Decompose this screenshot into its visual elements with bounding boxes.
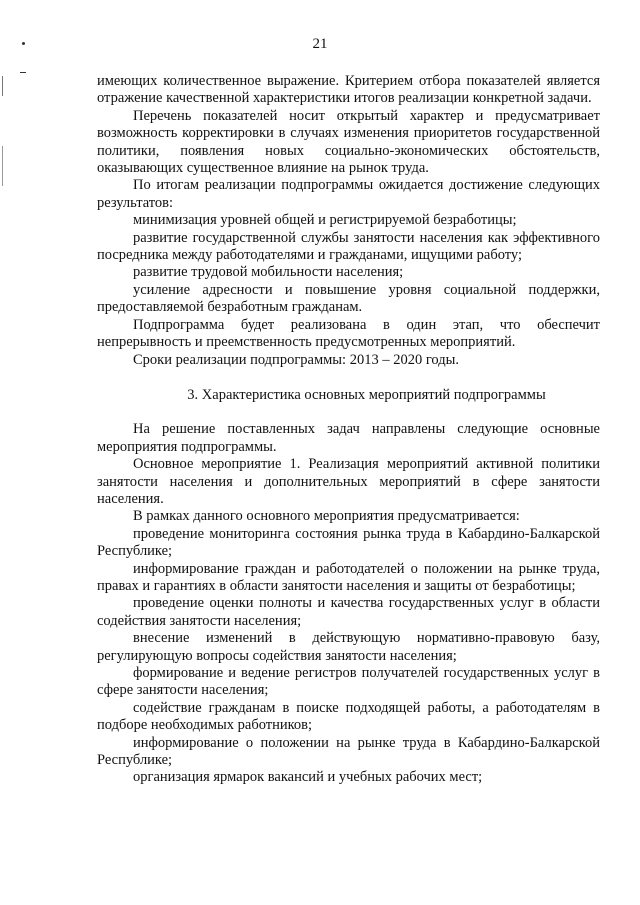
document-body	[97, 73, 600, 787]
list-item: минимизация уровней общей и регистрируемой безработицы;	[133, 212, 517, 229]
section-heading: 3. Характеристика основных мероприятий подпрограммы	[187, 386, 546, 403]
list-item: развитие государственной службы занятости населения как эффективного посредника между работодателями и гражданами, ищущими работу;	[97, 229, 600, 264]
paragraph: Подпрограмма будет реализована в один этап, что обеспечит непрерывность и преемственность предусмотренных мероприятий.	[97, 316, 600, 351]
page-number: 21	[312, 36, 328, 52]
scan-dash-mark	[20, 72, 26, 73]
list-item: внесение изменений в действующую нормативно-правовую базу, регулирующую вопросы содействия занятости населения;	[97, 630, 600, 664]
scan-line-mark	[2, 76, 3, 96]
list-item: содействие гражданам в поиске подходящей работы, а работодателям в подборе необходимых работников;	[97, 699, 600, 734]
paragraph: Перечень показателей носит открытый характер и предусматривает возможность корректировки в случаях изменения приоритетов государственной политики, появления новых социально-экономических обстоятельств, оказывающих существенное влияние на рынок труда.	[97, 107, 600, 177]
list-item: развитие трудовой мобильности населения;	[133, 264, 404, 281]
paragraph: По итогам реализации подпрограммы ожидается достижение следующих результатов:	[97, 177, 600, 211]
list-item: информирование о положении на рынке труда в Кабардино-Балкарской Республике;	[97, 734, 600, 769]
paragraph-continuation: имеющих количественное выражение. Критерием отбора показателей является отражение качественной характеристики итогов реализации конкретной задачи.	[97, 73, 600, 107]
list-item: проведение мониторинга состояния рынка труда в Кабардино-Балкарской Республике;	[97, 525, 600, 560]
paragraph: На решение поставленных задач направлены следующие основные мероприятия подпрограммы.	[97, 421, 600, 455]
list-item: организация ярмарок вакансий и учебных рабочих мест;	[133, 769, 483, 786]
paragraph: Основное мероприятие 1. Реализация мероприятий активной политики занятости населения и дополнительных мероприятий в сфере занятости населения.	[97, 456, 600, 507]
list-item: информирование граждан и работодателей о положении на рынке труда, правах и гарантиях в области занятости населения и защиты от безработицы;	[97, 560, 600, 594]
list-item: усиление адресности и повышение уровня социальной поддержки, предоставляемой безработным гражданам.	[97, 281, 600, 316]
paragraph: Сроки реализации подпрограммы: 2013 – 2020 годы.	[133, 351, 459, 368]
list-item: формирование и ведение регистров получателей государственных услуг в сфере занятости населения;	[97, 665, 600, 699]
list-item: проведение оценки полноты и качества государственных услуг в области содействия занятости населения;	[97, 595, 600, 629]
paragraph: В рамках данного основного мероприятия предусматривается:	[133, 508, 520, 525]
scan-line-mark	[2, 146, 3, 186]
